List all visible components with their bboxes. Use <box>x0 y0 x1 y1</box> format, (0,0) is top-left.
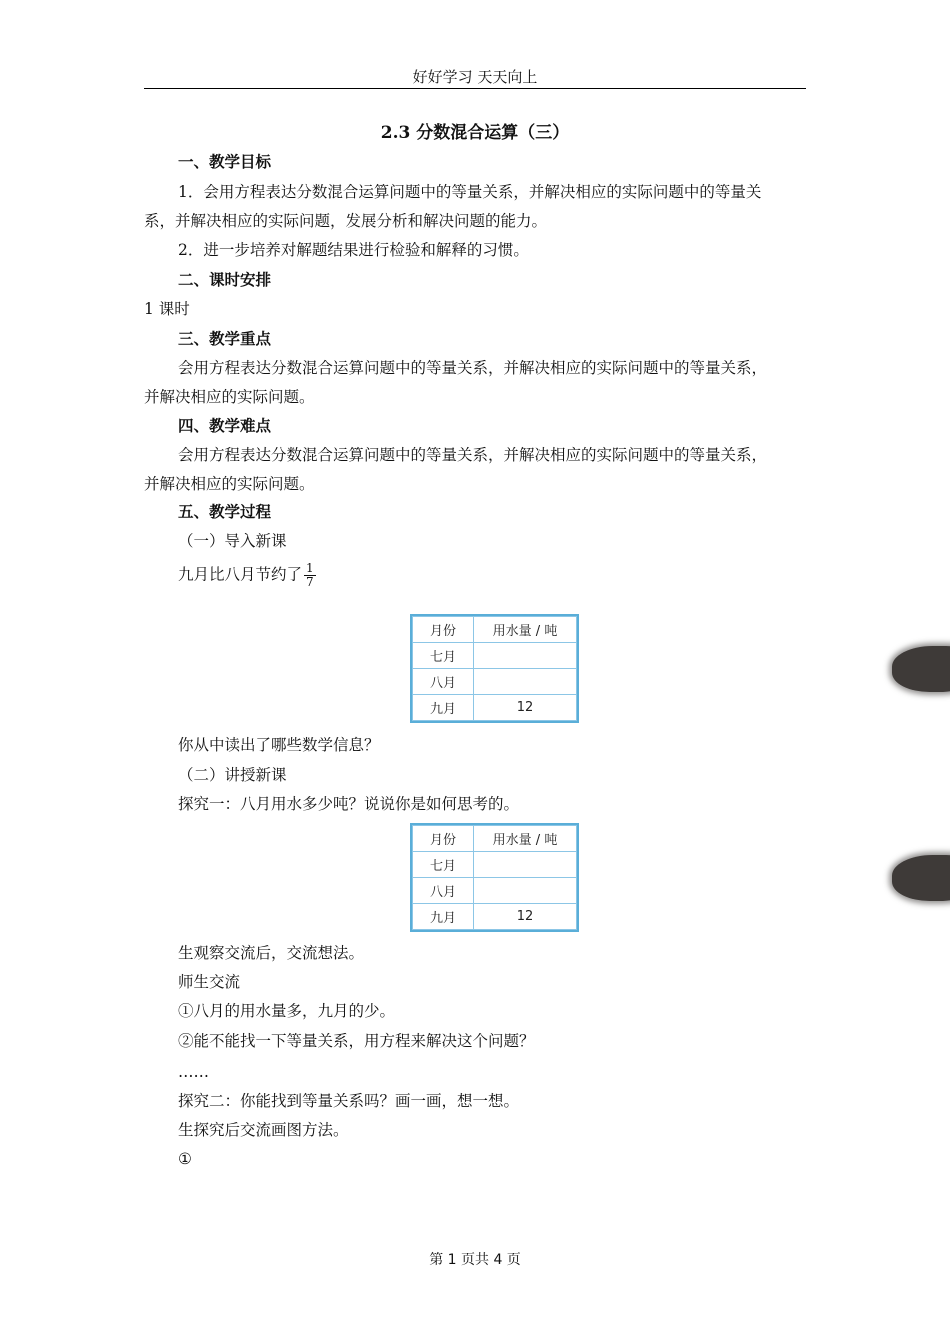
key-points-line-1: 会用方程表达分数混合运算问题中的等量关系，并解决相应的实际问题中的等量关系， <box>178 359 768 377</box>
table-value-september: 12 <box>474 904 577 930</box>
header-rule <box>144 88 806 89</box>
fraction-numerator: 1 <box>306 561 314 575</box>
subsection-intro: （一）导入新课 <box>178 532 287 550</box>
point-1: ①八月的用水量多，九月的少。 <box>178 1002 396 1020</box>
ellipsis: …… <box>178 1063 209 1081</box>
table-row-september: 九月 <box>413 695 474 721</box>
table-row-august: 八月 <box>413 878 474 904</box>
question-info: 你从中读出了哪些数学信息？ <box>178 736 380 754</box>
section-heading-schedule: 二、课时安排 <box>178 270 272 289</box>
section-heading-key-points: 三、教学重点 <box>178 329 272 348</box>
table-row-july: 七月 <box>413 643 474 669</box>
section-heading-process: 五、教学过程 <box>178 502 272 521</box>
table-row-september: 九月 <box>413 904 474 930</box>
page-footer: 第 1 页共 4 页 <box>429 1252 521 1268</box>
goal-1-line-2: 系，并解决相应的实际问题，发展分析和解决问题的能力。 <box>144 212 548 230</box>
table-header-month: 月份 <box>413 826 474 852</box>
subsection-new-lesson: （二）讲授新课 <box>178 766 287 784</box>
page-header: 好好学习 天天向上 <box>412 68 538 86</box>
ink-blot-image <box>892 646 950 692</box>
paragraph-observe: 生观察交流后，交流想法。 <box>178 944 365 962</box>
table-header-usage: 用水量 / 吨 <box>474 826 577 852</box>
paragraph-drawing: 生探究后交流画图方法。 <box>178 1121 349 1139</box>
table-value-september: 12 <box>474 695 577 721</box>
class-hours: 1 课时 <box>144 300 190 318</box>
explore-2: 探究二：你能找到等量关系吗？画一画，想一想。 <box>178 1092 520 1110</box>
water-usage-table-1 <box>410 614 579 723</box>
difficulties-line-2: 并解决相应的实际问题。 <box>144 475 315 493</box>
table-header-month: 月份 <box>413 617 474 643</box>
explore-1: 探究一：八月用水多少吨？说说你是如何思考的。 <box>178 795 520 813</box>
goal-1-line-1: 1．会用方程表达分数混合运算问题中的等量关系，并解决相应的实际问题中的等量关 <box>178 183 762 201</box>
intro-text: 九月比八月节约了 <box>178 565 303 584</box>
table-row-july: 七月 <box>413 852 474 878</box>
section-heading-difficulties: 四、教学难点 <box>178 416 272 435</box>
difficulties-line-1: 会用方程表达分数混合运算问题中的等量关系，并解决相应的实际问题中的等量关系， <box>178 446 768 464</box>
fraction-denominator: 7 <box>306 575 314 589</box>
goal-2: 2．进一步培养对解题结果进行检验和解释的习惯。 <box>178 241 529 259</box>
key-points-line-2: 并解决相应的实际问题。 <box>144 388 315 406</box>
page-title: 2.3 分数混合运算（三） <box>380 123 570 143</box>
fraction <box>304 562 316 589</box>
paragraph-discussion: 师生交流 <box>178 973 241 991</box>
ink-blot-image <box>892 855 950 901</box>
point-2: ②能不能找一下等量关系，用方程来解决这个问题？ <box>178 1032 535 1050</box>
table-header-usage: 用水量 / 吨 <box>474 617 577 643</box>
point-marker: ① <box>178 1150 192 1168</box>
intro-sentence <box>178 562 842 589</box>
section-heading-goals: 一、教学目标 <box>178 152 272 171</box>
table-row-august: 八月 <box>413 669 474 695</box>
water-usage-table-2 <box>410 823 579 932</box>
